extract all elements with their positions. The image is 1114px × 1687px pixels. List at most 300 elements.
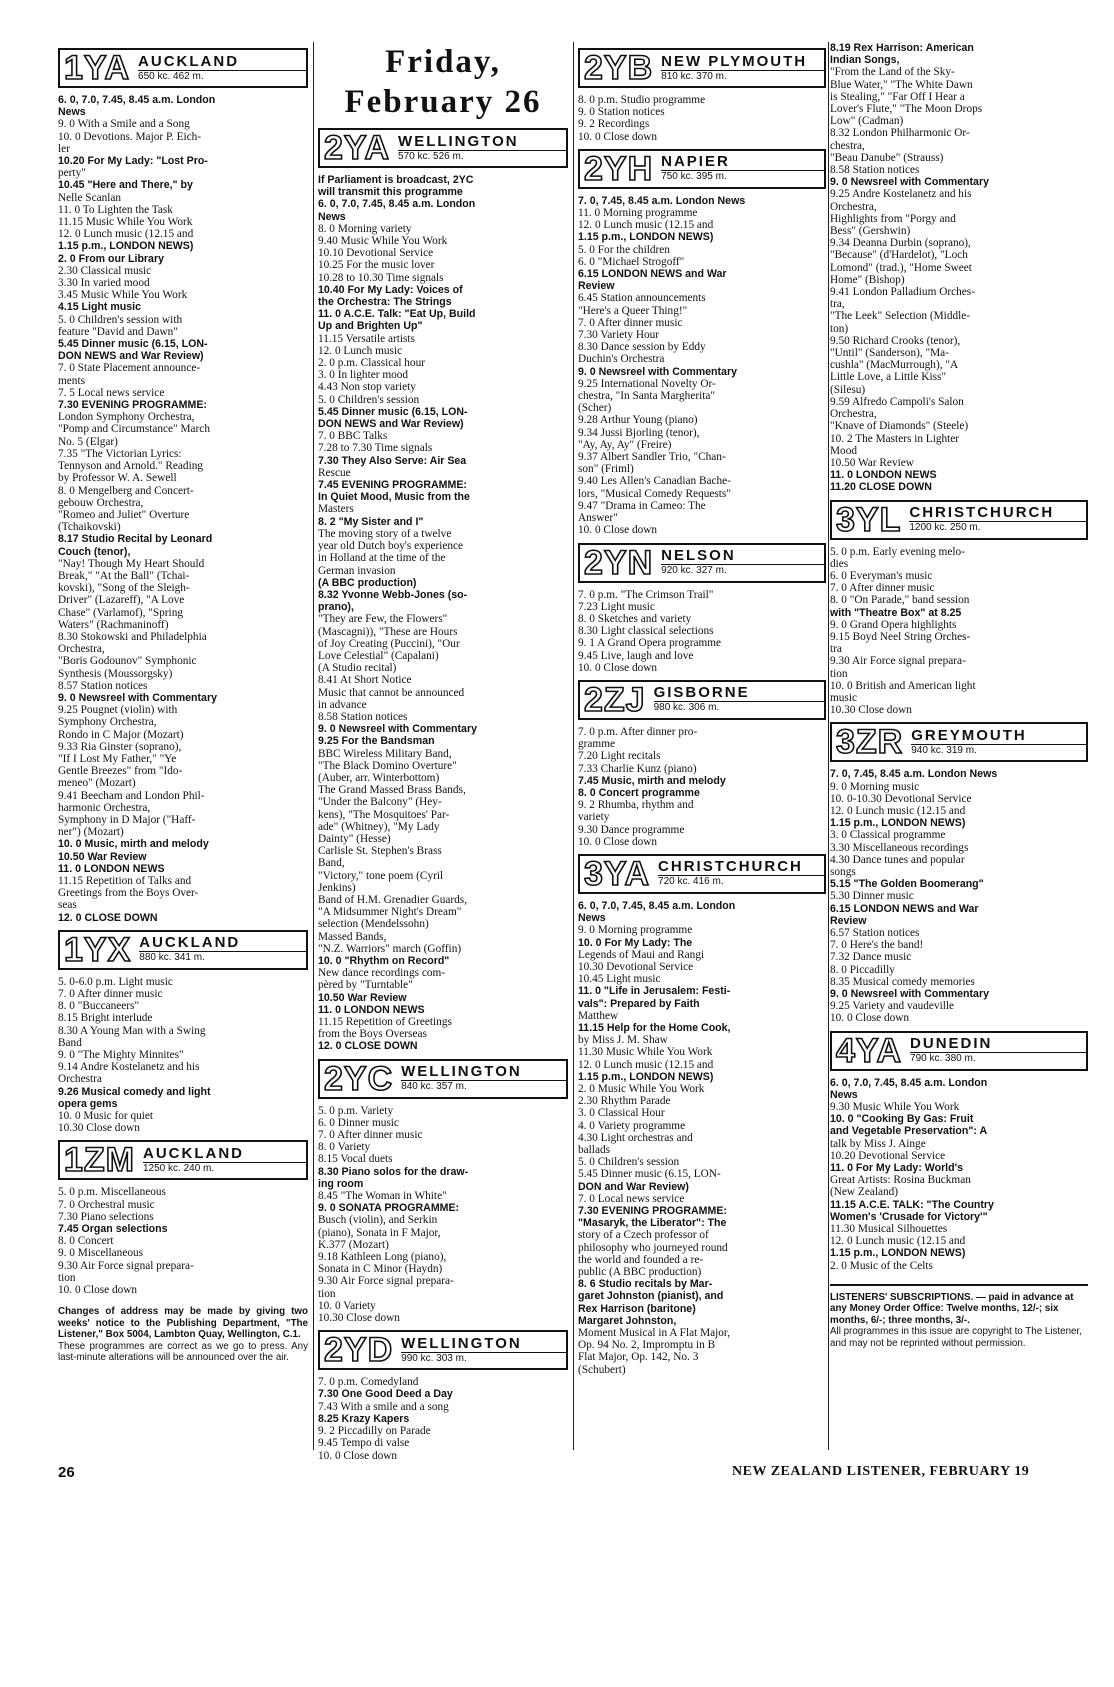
station-frequency: 990 kc. 303 m. [401,1352,467,1364]
programme-listing [578,94,826,143]
listing-line: 11. 0 LONDON NEWS [830,469,937,482]
listing-line: 10.10 Devotional Service [318,247,434,260]
listing-line: 9.30 Air Force signal prepara- [318,1275,454,1288]
station-frequency: 720 kc. 416 m. [658,876,724,888]
listing-line: 8. 0 Mengelberg and Concert- [58,484,194,497]
station-callsign: 2YH [584,149,654,188]
listing-line: "From the Land of the Sky- [830,66,955,79]
listing-line: (Scher) [578,402,612,415]
listing-line: ade" (Whitney), "My Lady [318,820,440,833]
listing-line: 9.25 For the Bandsman [318,735,435,748]
station-callsign: 2YD [324,1331,394,1370]
listing-line: 10. 0 Close down [578,835,658,848]
listing-line: 8.57 Station notices [58,679,148,692]
station-header [578,48,826,88]
listing-line: 10.45 Light music [578,973,661,986]
listing-line: "The Black Domino Overture" [318,759,457,772]
listing-line: 10. 0 Music, mirth and melody [58,838,209,851]
listing-line: 8.35 Musical comedy memories [830,975,975,988]
listing-line: 8.32 London Philharmonic Or- [830,127,970,140]
listing-line: Answer" [578,512,618,525]
listing-line: chestra, "In Santa Margherita" [578,390,715,403]
subscriptions-notice [830,1284,1088,1349]
listing-line: "Masaryk, the Liberator": The [578,1217,727,1230]
listing-line: DON NEWS and War Review) [58,350,204,363]
listing-line: kovski), "Song of the Sleigh- [58,582,190,595]
listing-line: 5. 0 p.m. Miscellaneous [58,1186,166,1199]
listing-line: 12. 0 Lunch music (12.15 and [578,219,714,232]
listing-line: 9.30 Dance programme [578,823,685,836]
station-callsign: 3ZR [836,723,904,762]
listing-line: Orchestra, [830,408,877,421]
listing-line: 10. 0 Music for quiet [58,1110,154,1123]
listing-line: Low" (Cadman) [830,115,904,128]
listing-line: 3. 0 Classical programme [830,829,946,842]
listing-line: 8. 0 p.m. Studio programme [578,94,706,106]
listing-line: 7.30 EVENING PROGRAMME: [58,399,207,412]
listing-line: 8.17 Studio Recital by Leonard [58,533,213,546]
listing-line: 7. 0 p.m. Comedyland [318,1376,419,1389]
station-meta [657,545,824,581]
notice-bold-text: Changes of address may be made by giving two weeks' notice to the Publishing Department, "The Listener," Box 5004, Lambton Quay, Wellington, C.1. [58,1306,308,1341]
listing-line: 10. 0 British and American light [830,679,976,692]
listing-line: 9.15 Boyd Neel String Orches- [830,630,971,643]
listing-line: ner") (Mozart) [58,826,124,839]
station-city: NAPIER [661,154,824,171]
listing-line: "Here's a Queer Thing!" [578,304,688,317]
listing-line: 5. 0 Children's session [578,1156,680,1169]
listing-line: 2. 0 p.m. Classical hour [318,357,425,370]
listing-line: ballads [578,1144,610,1157]
listing-line: Driver" (Lazareff), "A Love [58,594,185,607]
listing-line: 8. 6 Studio recitals by Mar- [578,1278,713,1291]
listing-line: 8. 0 Concert [58,1235,114,1248]
listing-line: 8.32 Yvonne Webb-Jones (so- [318,588,468,601]
listing-line: 9. 0 Morning music [830,780,920,793]
listing-line: Busch (violin), and Serkin [318,1214,438,1227]
listing-line: Gentle Breezes" from "Ido- [58,765,183,778]
station-meta [139,1142,306,1178]
listing-line: "Until" (Sanderson), "Ma- [830,347,949,360]
station-header [58,1140,308,1180]
listing-line: 9.41 Beecham and London Phil- [58,789,205,802]
listing-line: 5.30 Dinner music [830,890,914,903]
column-1 [58,42,308,1363]
listing-line: 12. 0 Lunch music (12.15 and [58,228,194,241]
station-meta [134,50,306,86]
station-callsign: 1YX [64,930,132,969]
listing-line: German invasion [318,564,396,577]
programme-listing [318,1376,568,1461]
listing-line: 5. 0-6.0 p.m. Light music [58,975,173,988]
listing-line: 2. 0 Music While You Work [578,1083,705,1095]
listing-line: cushla" (MacMurrough), "A [830,359,959,372]
listing-line: 7. 0 After dinner music [318,1129,423,1142]
listing-line: "Because" (d'Hardelot), "Loch [830,249,968,262]
listing-line: 6. 0, 7.0, 7.45, 8.45 a.m. London [318,198,476,211]
listing-line: Band of H.M. Grenadier Guards, [318,893,468,906]
listing-line: 2. 0 From our Library [58,252,164,265]
listing-line: feature "David and Dawn" [58,325,178,338]
listing-line: Duchin's Orchestra [578,353,665,366]
listing-line: 11.30 Musical Silhouettes [830,1223,948,1236]
listing-line: Carlisle St. Stephen's Brass [318,845,442,858]
station-header [318,1059,568,1099]
station-callsign: 3YA [584,854,651,893]
listing-line: 9. 0 Newsreel with Commentary [830,176,989,189]
listing-line: The moving story of a twelve [318,527,452,540]
listing-line: "Under the Balcony" (Hey- [318,796,442,809]
listing-line: 10. 0 Close down [578,130,658,143]
listing-line: gramme [578,738,616,751]
listing-line: 10. 2 The Masters in Lighter [830,432,960,445]
listing-line: 1.15 p.m., LONDON NEWS) [578,1070,714,1083]
listing-line: 4.15 Light music [58,301,142,314]
listing-line: variety [578,811,610,824]
station-city: GISBORNE [654,685,824,702]
station-meta [397,1061,566,1097]
listing-line: Women's 'Crusade for Victory'" [830,1210,988,1223]
listing-line: Band, [318,857,345,870]
listing-line: 8.30 Dance session by Eddy [578,341,706,354]
listing-line: tion [830,667,848,680]
listing-line: 4.43 Non stop variety [318,381,416,394]
listing-line: "They are Few, the Flowers" [318,613,448,626]
station-header [318,128,568,168]
listing-line: No. 5 (Elgar) [58,435,118,448]
listing-line: story of a Czech professor of [578,1229,709,1242]
listing-line: 6.57 Station notices [830,927,920,939]
station-header [830,500,1088,540]
listing-line: 11.20 CLOSE DOWN [830,481,932,494]
listing-line: 5. 0 p.m. Variety [318,1104,394,1117]
listing-line: 6.15 LONDON NEWS and War [830,902,979,915]
listing-line: is Stealing," "Far Off I Hear a [830,90,965,103]
listing-line: 9.34 Deanna Durbin (soprano), [830,237,971,250]
listing-line: 11.15 Music While You Work [58,216,193,229]
listing-line: of Joy Creating (Puccini), "Our [318,637,460,650]
listing-line: 8. 0 "On Parade," band session [830,594,970,607]
listing-line: Synthesis (Moussorgsky) [58,667,173,680]
listing-line: 7. 0 After dinner music [58,988,163,1001]
station-header [830,722,1088,762]
listing-line: 9.25 International Novelty Or- [578,377,716,390]
programme-listing [830,1077,1088,1272]
listing-line: 11. 0 Morning programme [578,207,698,220]
station-city: AUCKLAND [143,1146,306,1163]
programme-listing [318,1105,568,1325]
listing-line: 7.28 to 7.30 Time signals [318,442,433,455]
listing-line: Band [58,1036,82,1049]
listing-line: 11. 0 "Life in Jerusalem: Festi- [578,985,731,998]
listing-line: son" (Friml) [578,463,634,476]
station-city: GREYMOUTH [911,728,1086,745]
listing-line: 8. 0 Variety [318,1141,371,1154]
listing-line: 10.20 For My Lady: "Lost Pro- [58,155,208,168]
programme-listing [830,42,1088,494]
station-frequency: 790 kc. 380 m. [910,1053,976,1065]
station-city: DUNEDIN [910,1036,1086,1053]
listing-line: 5. 0 p.m. Early evening melo- [830,545,965,558]
listing-line: chestra, [830,139,865,152]
listing-line: Music that cannot be announced [318,686,465,699]
station-callsign: 2YC [324,1059,394,1098]
listing-line: 9.30 Music While You Work [830,1101,960,1114]
listing-line: 5.15 "The Golden Boomerang" [830,878,984,891]
station-frequency: 920 kc. 327 m. [661,565,727,576]
station-meta [906,1033,1086,1069]
listing-line: perty" [58,167,86,180]
listing-line: Bess" (Gershwin) [830,225,911,238]
listing-line: 9. 0 Miscellaneous [58,1247,144,1260]
listing-line: Mood [830,444,857,457]
listing-line: tra [830,643,842,656]
listing-line: 10. 0 "Rhythm on Record" [318,955,450,967]
listing-line: 7. 0 After dinner music [578,316,683,329]
listing-line: 8. 2 "My Sister and I" [318,515,424,528]
station-meta [650,682,824,718]
station-city: NEW PLYMOUTH [661,54,824,71]
listing-line: 11. 0 For My Lady: World's [830,1162,964,1175]
listing-line: 9. 0 Newsreel with Commentary [318,723,477,736]
programme-listing [578,589,826,674]
listing-line: 8.58 Station notices [830,164,920,177]
listing-line: ing room [318,1177,364,1190]
listing-line: Rondo in C Major (Mozart) [58,728,184,741]
listing-line: Flat Major, Op. 142, No. 3 [578,1351,699,1364]
listing-line: 7. 0 State Placement announce- [58,362,201,375]
listing-line: harmonic Orchestra, [58,801,151,814]
listing-line: 5. 0 For the children [578,243,670,256]
listing-line: 9.34 Jussi Bjorling (tenor), [578,426,700,439]
listing-line: 12. 0 Lunch music [318,344,403,357]
page-number: 26 [58,1464,75,1481]
listing-line: in advance [318,698,367,711]
station-callsign: 4YA [836,1031,903,1070]
listing-line: Greetings from the Boys Over- [58,887,199,900]
listing-line: 3.45 Music While You Work [58,289,188,302]
listing-line: 10.40 For My Lady: Voices of [318,283,463,296]
listing-line: 9.37 Albert Sandler Trio, "Chan- [578,451,726,464]
listing-line: "The Leek" Selection (Middle- [830,310,971,323]
listing-line: 10. 0 Devotions. Major P. Eich- [58,130,202,143]
listing-line: Matthew [578,1009,619,1022]
station-callsign: 2YB [584,49,654,87]
listing-line: 9. 0 Station notices [578,106,665,119]
listing-line: 10.20 Devotional Service [830,1149,946,1162]
listing-line: 11. 0 A.C.E. Talk: "Eat Up, Build [318,308,476,321]
listing-line: (Mascagni)), "These are Hours [318,625,458,638]
programme-listing [318,174,568,1053]
station-header [318,1330,568,1370]
notice-text: These programmes are correct as we go to press. Any last-minute alterations will be announced over the air. [58,1340,308,1363]
listing-line: 4.30 Dance tunes and popular [830,853,965,866]
listing-line: Dainty" (Hesse) [318,832,391,845]
listing-line: Orchestra, [830,200,877,213]
listing-line: 3.30 Miscellaneous recordings [830,841,969,854]
listing-line: 9. 0 Morning programme [578,924,693,937]
listing-line: lors, "Musical Comedy Requests" [578,487,731,500]
listing-line: year old Dutch boy's experience [318,540,464,553]
listing-line: 10.50 War Review [318,991,407,1004]
listing-line: 6.45 Station announcements [578,292,706,305]
listing-line: Indian Songs, [830,54,900,67]
listing-line: (Schubert) [578,1363,626,1376]
listing-line: 10. 0 Close down [578,524,658,537]
listing-line: 7. 0, 7.45, 8.45 a.m. London News [830,768,998,781]
listing-line: (A BBC production) [318,576,417,589]
listing-line: DON NEWS and War Review) [318,418,464,431]
listing-line: London Symphony Orchestra, [58,411,195,424]
listing-line: 5.45 Dinner music (6.15, LON- [578,1168,721,1181]
listing-line: 7. 0 Orchestral music [58,1198,155,1211]
listing-line: ton) [830,322,849,335]
listing-line: 8.45 "The Woman in White" [318,1190,447,1203]
station-callsign: 3YL [836,500,902,539]
listing-line: 4.30 Light orchestras and [578,1131,693,1144]
listing-line: 10.25 For the music lover [318,259,435,272]
listing-line: 8. 0 Concert programme [578,786,700,799]
station-meta [135,932,306,968]
listing-line: 6. 0 Dinner music [318,1116,399,1129]
listing-line: 10. 0 For My Lady: The [578,936,693,949]
listing-line: garet Johnston (pianist), and [578,1290,724,1303]
listing-line: 8.41 At Short Notice [318,674,412,687]
listing-line: 7.23 Light music [578,600,655,613]
listing-line: 8.25 Krazy Kapers [318,1412,410,1425]
listing-line: 10.30 Close down [58,1122,140,1135]
listing-line: 7. 0 After dinner music [830,582,935,595]
listing-line: 11.15 Versatile artists [318,332,415,345]
listing-line: Home" (Bishop) [830,273,905,286]
listing-line: 3. 0 Classical Hour [578,1107,665,1120]
listing-line: in Holland at the time of the [318,552,446,565]
listing-line: 9. 2 Recordings [578,118,650,131]
station-callsign: 2YN [584,543,654,582]
station-header [58,930,308,970]
column-rule [313,42,314,1450]
listing-line: "Ay, Ay, Ay" (Freire) [578,438,672,451]
listing-line: 10.50 War Review [58,850,147,863]
listing-line: 12. 0 Lunch music (12.15 and [830,1235,966,1248]
listing-line: 6. 0, 7.0, 7.45, 8.45 a.m. London [830,1076,988,1089]
listing-line: Rescue [318,466,351,479]
listing-line: Massed Bands, [318,930,387,943]
listing-line: The Grand Massed Brass Bands, [318,784,466,797]
listing-line: Legends of Maui and Rangi [578,948,705,961]
station-frequency: 880 kc. 341 m. [139,952,205,964]
listing-line: "Romeo and Juliet" Overture [58,508,190,521]
listing-line: gebouw Orchestra, [58,496,144,509]
listing-line: In Quiet Mood, Music from the [318,491,470,504]
listing-line: Orchestra [58,1073,102,1086]
listing-line: 9.45 Tempo di valse [318,1437,410,1450]
listing-line: 9. 0 With a Smile and a Song [58,118,190,131]
listing-line: "Boris Godounov" Symphonic [58,655,197,668]
listing-line: 1.15 p.m., LONDON NEWS) [830,817,966,830]
station-frequency: 940 kc. 319 m. [911,744,977,756]
listing-line: 9. 0 Grand Opera highlights [830,618,957,631]
column-2 [318,42,568,1462]
listing-line: 2. 0 Music of the Celts [830,1259,933,1272]
listing-line: Orchestra, [58,643,105,656]
listing-line: 8.15 Bright interlude [58,1012,153,1025]
listing-line: 11.15 Repetition of Greetings [318,1016,452,1029]
listing-line: 7.45 EVENING PROGRAMME: [318,479,467,492]
listing-line: 7. 0 Here's the band! [830,939,924,952]
station-frequency: 810 kc. 370 m. [661,70,727,82]
listing-line: Great Artists: Rosina Buckman [830,1174,971,1187]
listing-line: 9. 2 Rhumba, rhythm and [578,799,694,812]
listing-line: Review [578,280,615,293]
listing-line: 7.30 They Also Serve: Air Sea [318,454,467,467]
column-rule [828,42,829,1450]
listing-line: Waters" (Rachmaninoff) [58,618,169,631]
programme-listing [830,546,1088,717]
listing-line: 8.30 Light classical selections [578,625,714,638]
listing-line: 10.28 to 10.30 Time signals [318,271,444,284]
station-callsign: 1YA [64,49,131,87]
listing-line: Little Love, a Little Kiss" [830,371,946,384]
listing-line: 3. 0 In lighter mood [318,369,409,382]
station-header [578,854,826,894]
listing-line: 12. 0 CLOSE DOWN [58,911,158,924]
listing-line: with "Theatre Box" at 8.25 [830,606,962,619]
station-frequency: 1250 kc. 240 m. [143,1162,215,1174]
listing-line: ler [58,142,70,155]
listing-line: Masters [318,503,354,516]
station-meta [907,724,1086,760]
station-frequency: 750 kc. 395 m. [661,171,727,183]
listing-line: the Orchestra: The Strings [318,296,452,309]
footer-publication: NEW ZEALAND LISTENER, FEBRUARY 19 [732,1464,1030,1479]
listing-line: Love Celestial" (Capalani) [318,649,439,662]
listing-line: kens), "The Mosquitoes' Par- [318,808,450,821]
listing-line: tion [58,1271,76,1284]
listing-line: 10. 0 Close down [830,1012,910,1025]
listing-line: 5. 0 Children's session with [58,313,183,326]
listing-line: will transmit this programme [318,186,463,199]
listing-line: BBC Wireless Military Band, [318,747,452,760]
listing-line: 9.30 Air Force signal prepara- [830,655,966,668]
listing-line: 2.30 Rhythm Parade [578,1095,671,1108]
station-header [578,149,826,189]
listing-line: 3.30 In varied mood [58,277,150,290]
listing-line: public (A BBC production) [578,1266,702,1279]
listing-line: 12. 0 Lunch music (12.15 and [830,804,966,817]
listing-line: seas [58,899,77,912]
listing-line: music [830,691,857,704]
listing-line: 8.19 Rex Harrison: American [830,42,974,54]
listing-line: "Knave of Diamonds" (Steele) [830,420,969,433]
listing-line: Couch (tenor), [58,545,131,558]
listing-line: News [830,1088,858,1101]
listing-line: "Victory," tone poem (Cyril [318,869,444,882]
station-meta [397,1332,566,1368]
station-city: AUCKLAND [139,935,306,952]
listing-line: Lover's Flute," "The Moon Drops [830,103,983,116]
listing-line: 7. 5 Local news service [58,386,165,399]
station-meta [394,130,566,166]
station-city: AUCKLAND [138,54,306,71]
station-header [578,543,826,583]
listing-line: 12. 0 CLOSE DOWN [318,1040,418,1053]
station-meta [654,856,824,892]
listing-line: ments [58,374,85,387]
listing-line: 10.30 Close down [830,704,912,717]
listing-line: News [58,106,86,119]
listing-line: 7.43 With a smile and a song [318,1400,449,1413]
